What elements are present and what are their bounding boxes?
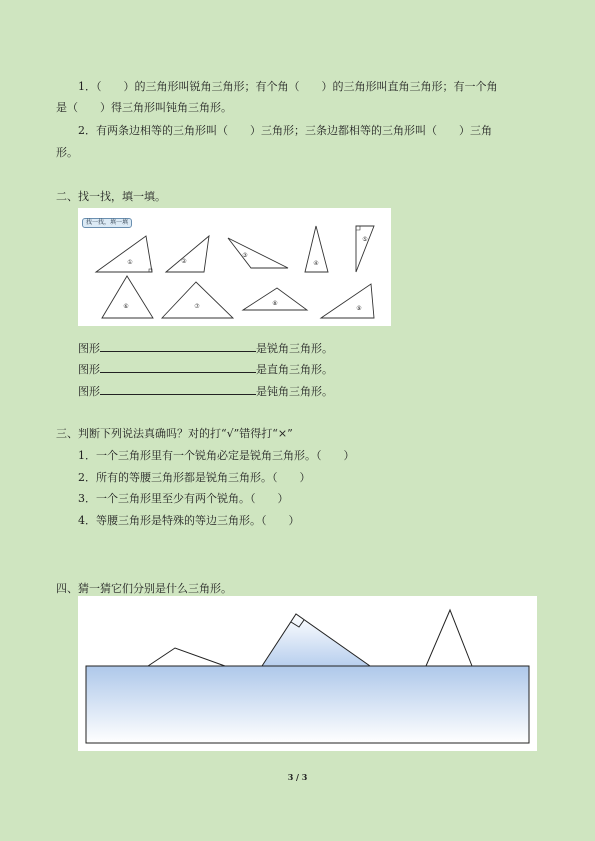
right-triangle-peak	[262, 614, 370, 666]
section4-title: 四、猜一猜它们分别是什么三角形。	[56, 582, 232, 595]
section3-title: 三、判断下列说法真确吗？对的打“√”错得打“×”	[56, 427, 293, 440]
answer-blank-obtuse[interactable]	[100, 383, 256, 395]
judge-item-2: 2．所有的等腰三角形都是锐角三角形。（ ）	[78, 471, 311, 484]
triangle-3	[228, 238, 288, 268]
triangle-9	[321, 284, 374, 318]
triangle-1	[96, 236, 152, 272]
label-9: ⑨	[356, 305, 362, 312]
obtuse-triangle-peak	[148, 648, 225, 666]
triangle-7	[162, 282, 233, 318]
q1-line1: 1．（ ）的三角形叫锐角三角形；有个角（ ）的三角形叫直角三角形；有一个角	[78, 80, 498, 93]
section2-title: 二、找一找，填一填。	[56, 190, 166, 203]
triangle-figure-svg	[78, 208, 391, 326]
label-8: ⑧	[272, 300, 278, 307]
q1-line2: 是（ ）得三角形叫钝角三角形。	[56, 101, 232, 114]
page-number: 3 / 3	[287, 772, 308, 782]
fill-row-acute	[78, 340, 333, 356]
label-1: ①	[127, 259, 133, 266]
answer-blank-right[interactable]	[100, 361, 256, 373]
q2-line2: 形。	[56, 146, 78, 159]
label-4: ④	[313, 260, 319, 267]
cover-box	[86, 666, 529, 743]
label-7: ⑦	[194, 303, 200, 310]
triangle-2	[166, 236, 209, 272]
label-6: ⑥	[123, 303, 129, 310]
label-2: ②	[181, 258, 187, 265]
fill-suffix-acute: 是锐角三角形。	[256, 342, 333, 355]
label-5: ⑤	[362, 236, 368, 243]
judge-item-1: 1．一个三角形里有一个锐角必定是锐角三角形。（ ）	[78, 449, 355, 462]
triangle-5	[356, 226, 374, 272]
fill-row-obtuse	[78, 383, 333, 399]
answer-blank-acute[interactable]	[100, 340, 256, 352]
fill-prefix: 图形	[78, 385, 100, 398]
fill-prefix: 图形	[78, 363, 100, 376]
fill-row-right	[78, 361, 333, 377]
hidden-triangles-figure	[78, 596, 537, 751]
triangle-figure	[78, 208, 391, 326]
judge-item-3: 3．一个三角形里至少有两个锐角。（ ）	[78, 492, 289, 505]
q2-line1: 2．有两条边相等的三角形叫（ ）三角形；三条边都相等的三角形叫（ ）三角	[78, 124, 492, 137]
fill-suffix-obtuse: 是钝角三角形。	[256, 385, 333, 398]
acute-triangle-peak	[426, 610, 472, 666]
triangle-6	[102, 276, 153, 318]
judge-item-4: 4．等腰三角形是特殊的等边三角形。（ ）	[78, 514, 300, 527]
fill-suffix-right: 是直角三角形。	[256, 363, 333, 376]
figure-tag: 找一找，填一填	[82, 218, 132, 228]
label-3: ③	[242, 252, 248, 259]
hidden-triangles-svg	[78, 596, 537, 751]
fill-prefix: 图形	[78, 342, 100, 355]
